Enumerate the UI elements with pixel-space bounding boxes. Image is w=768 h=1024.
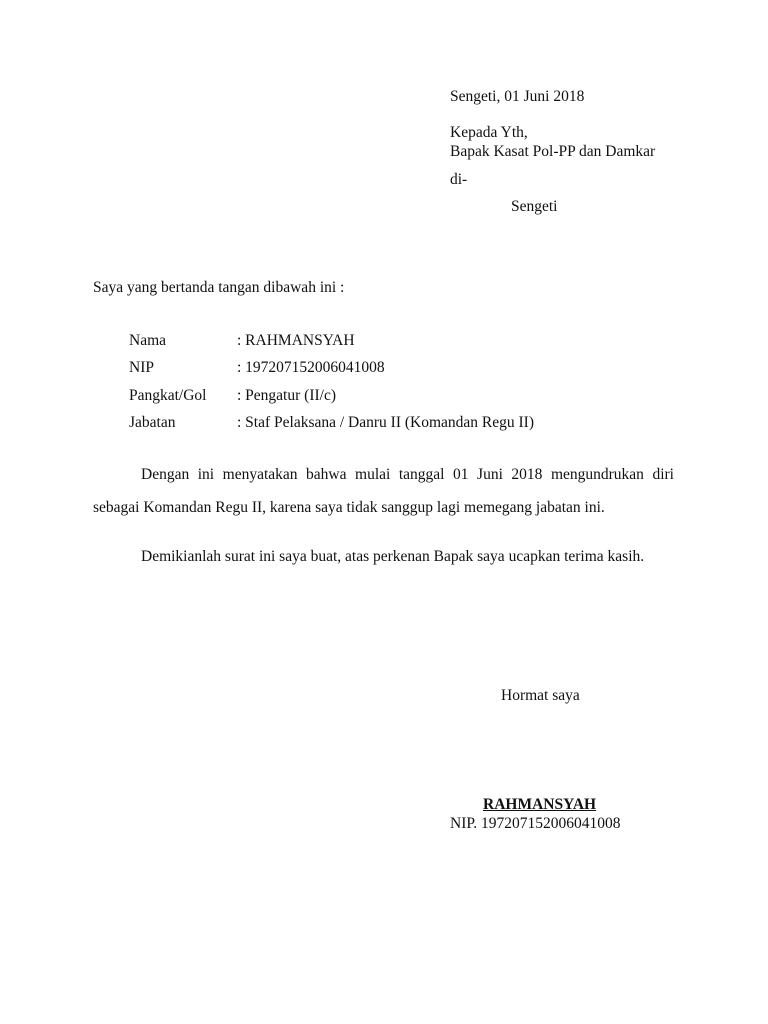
body-paragraph-resignation: Dengan ini menyatakan bahwa mulai tanggal 01 Juni 2018 mengundrukan diri sebagai Komandan Regu II, karena saya tidak sanggup lagi memegang jabatan ini. xyxy=(93,466,674,516)
signatory-name: RAHMANSYAH xyxy=(483,796,597,813)
intro-statement: Saya yang bertanda tangan dibawah ini : xyxy=(93,279,345,296)
recipient-location-prefix: di- xyxy=(450,171,468,188)
recipient-name: Bapak Kasat Pol-PP dan Damkar xyxy=(450,143,656,160)
signatory-nip: NIP. 197207152006041008 xyxy=(450,815,621,832)
identity-value: : RAHMANSYAH xyxy=(237,332,355,349)
body-paragraph-closing: Demikianlah surat ini saya buat, atas perkenan Bapak saya ucapkan terima kasih. xyxy=(141,548,645,565)
place-date: Sengeti, 01 Juni 2018 xyxy=(450,88,585,105)
identity-value: : Pengatur (II/c) xyxy=(237,387,336,404)
closing-salutation: Hormat saya xyxy=(501,687,580,704)
identity-value: : Staf Pelaksana / Danru II (Komandan Regu II) xyxy=(237,414,534,431)
recipient-salutation: Kepada Yth, xyxy=(450,124,528,141)
recipient-city: Sengeti xyxy=(511,198,558,215)
identity-label: Pangkat/Gol xyxy=(129,387,207,404)
identity-label: NIP xyxy=(129,359,154,376)
identity-value: : 197207152006041008 xyxy=(237,359,385,376)
identity-label: Jabatan xyxy=(129,414,176,431)
identity-label: Nama xyxy=(129,332,167,349)
